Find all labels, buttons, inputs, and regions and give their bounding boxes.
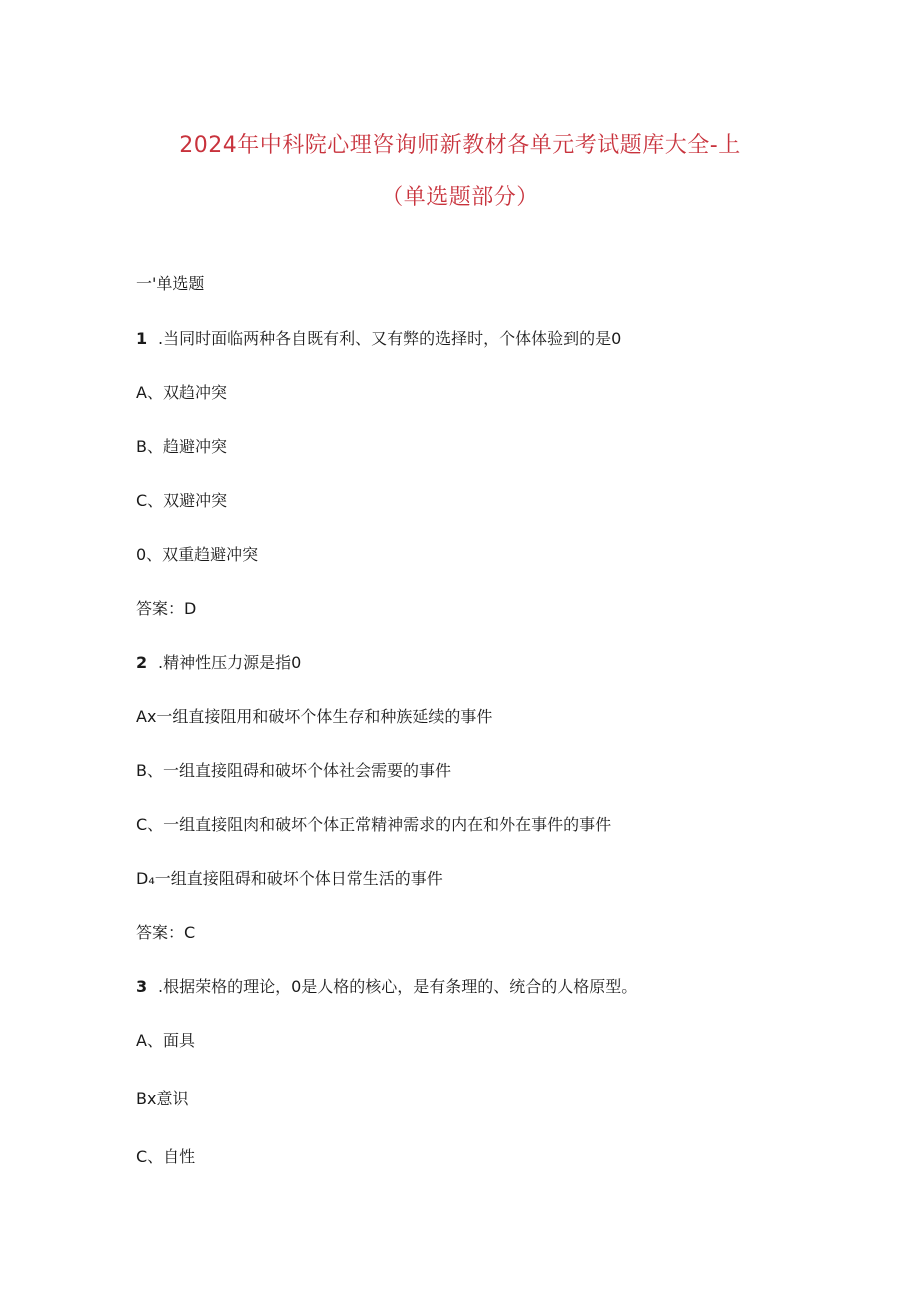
- option-item: Bx意识: [136, 1089, 189, 1108]
- option-item: C、双避冲突: [136, 491, 228, 510]
- option-item: D₄一组直接阻碍和破坏个体日常生活的事件: [136, 869, 443, 888]
- question-3: [136, 976, 637, 998]
- section-heading: 一'单选题: [136, 274, 205, 293]
- question-number: 1: [136, 329, 148, 348]
- question-1: [136, 328, 621, 350]
- option-item: C、一组直接阻肉和破坏个体正常精神需求的内在和外在事件的事件: [136, 815, 612, 834]
- document-title: 2024年中科院心理咨询师新教材各单元考试题库大全-上: [179, 133, 741, 158]
- question-text: .当同时面临两种各自既有利、又有弊的选择时，个体体验到的是0: [158, 329, 622, 348]
- question-number: 2: [136, 653, 148, 672]
- answer-line: 答案：C: [136, 923, 196, 942]
- option-item: Ax一组直接阻用和破坏个体生存和种族延续的事件: [136, 707, 493, 726]
- question-text: .精神性压力源是指0: [158, 653, 302, 672]
- option-item: A、双趋冲突: [136, 383, 227, 402]
- document-subtitle: （单选题部分）: [381, 185, 539, 210]
- question-2: [136, 652, 301, 674]
- question-text: .根据荣格的理论，0是人格的核心，是有条理的、统合的人格原型。: [158, 977, 638, 996]
- option-item: B、趋避冲突: [136, 437, 227, 456]
- option-item: B、一组直接阻碍和破坏个体社会需要的事件: [136, 761, 451, 780]
- option-item: C、自性: [136, 1147, 196, 1166]
- option-item: 0、双重趋避冲突: [136, 545, 259, 564]
- answer-line: 答案：D: [136, 599, 197, 618]
- option-item: A、面具: [136, 1031, 195, 1050]
- question-number: 3: [136, 977, 148, 996]
